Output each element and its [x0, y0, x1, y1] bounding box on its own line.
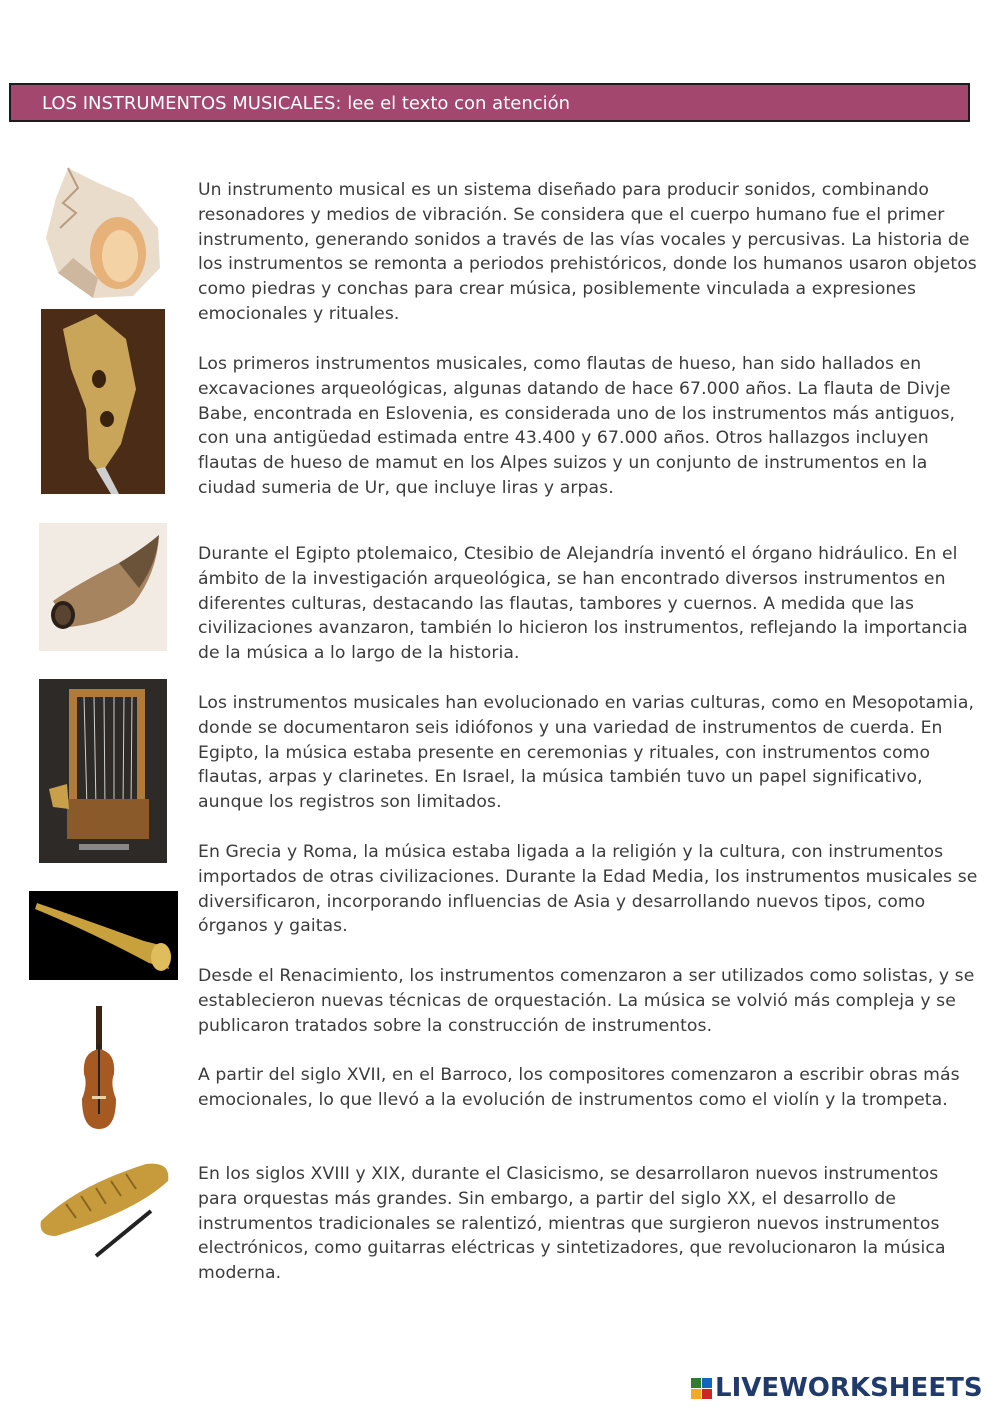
seashell-image [38, 158, 168, 303]
page-title: LOS INSTRUMENTOS MUSICALES: lee el texto con atención [42, 93, 571, 114]
title-banner [9, 83, 970, 122]
paragraph-8: En los siglos XVIII y XIX, durante el Clasicismo, se desarrollaron nuevos instrumentos para orquestas más grandes. Sin embargo, a partir del siglo XX, el desarrollo de instrumentos tradicionales se ralentizó, mientras que surgieron nuevos instrumentos electrónicos, como guitarras eléctricas y sintetizadores, que revolucionaron la música moderna. [198, 1164, 946, 1284]
animal-horn-image [39, 523, 167, 651]
paragraph-6: Desde el Renacimiento, los instrumentos comenzaron a ser utilizados como solistas, y se establecieron nuevas técnicas de orquestación. La música se volvió más compleja y se publicaron tratados sobre la construcción de instrumentos. [198, 966, 975, 1036]
logo-icon [691, 1378, 712, 1399]
logo-square-e [702, 1389, 712, 1399]
liveworksheets-logo [691, 1372, 983, 1404]
paragraph-3: Durante el Egipto ptolemaico, Ctesibio de Alejandría inventó el órgano hidráulico. En el ámbito de la investigación arqueológica, se han encontrado diversos instrumentos en diferentes culturas, destacando las flautas, tambores y cuernos. A medida que las civilizaciones avanzaron, también lo hicieron los instrumentos, reflejando la importancia de la música a lo largo de la historia. [198, 544, 968, 664]
paragraph-5: En Grecia y Roma, la música estaba ligada a la religión y la cultura, con instrumentos importados de otras civilizaciones. Durante la Edad Media, los instrumentos musicales se diversificaron, incorporando influencias de Asia y desarrollando nuevos tipos, como órganos y gaitas. [198, 842, 978, 937]
logo-square-v [691, 1389, 701, 1399]
logo-square-l [691, 1378, 701, 1388]
logo-text: LIVEWORKSHEETS [715, 1373, 983, 1403]
paragraph-1: Un instrumento musical es un sistema diseñado para producir sonidos, combinando resonadores y medios de vibración. Se considera que el cuerpo humano fue el primer instrumento, generando sonidos a través de las vías vocales y percusivas. La historia de los instrumentos se remonta a periodos prehistóricos, donde los humanos usaron objetos como piedras y conchas para crear música, posiblemente vinculada a expresiones emocionales y rituales. [198, 180, 977, 324]
paragraph-2: Los primeros instrumentos musicales, como flautas de hueso, han sido hallados en excavaciones arqueológicas, algunas datando de hace 67.000 años. La flauta de Divje Babe, encontrada en Eslovenia, es considerada uno de los instrumentos más antiguos, con una antigüedad estimada entre 43.400 y 67.000 años. Otros hallazgos incluyen flautas de hueso de mamut en los Alpes suizos y un conjunto de instrumentos en la ciudad sumeria de Ur, que incluye liras y arpas. [198, 354, 956, 498]
paragraph-7: A partir del siglo XVII, en el Barroco, los compositores comenzaron a escribir obras más emocionales, lo que llevó a la evolución de instrumentos como el violín y la trompeta. [198, 1065, 960, 1110]
logo-square-i [702, 1378, 712, 1388]
bone-flute-image [41, 309, 165, 494]
sumerian-lyre-image [39, 679, 167, 863]
guiro-image [36, 1156, 172, 1258]
violin-image [74, 1004, 124, 1131]
paragraph-4: Los instrumentos musicales han evolucionado en varias culturas, como en Mesopotamia, donde se documentaron seis idiófonos y una variedad de instrumentos de cuerda. En Egipto, la música estaba presente en ceremonias y rituales, con instrumentos como flautas, arpas y clarinetes. En Israel, la música también tuvo un papel significativo, aunque los registros son limitados. [198, 693, 975, 813]
golden-horn-image [29, 891, 178, 980]
